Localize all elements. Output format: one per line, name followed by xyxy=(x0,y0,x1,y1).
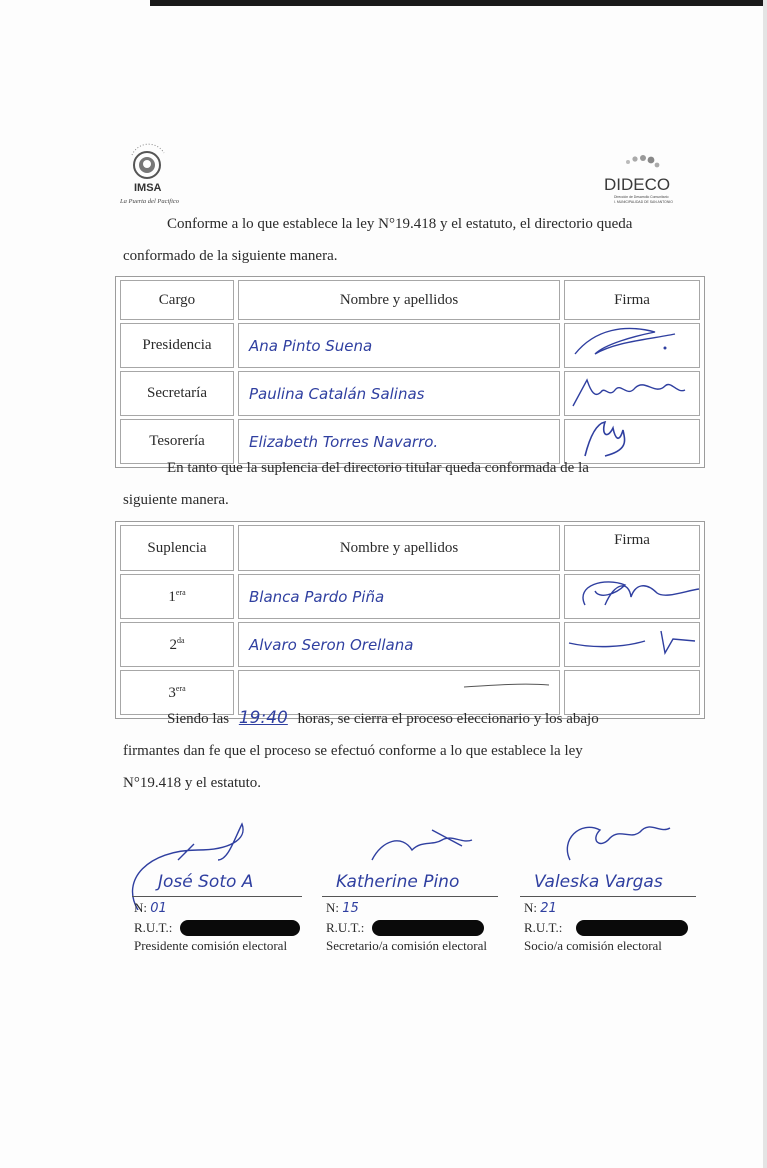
intro-paragraph xyxy=(123,208,685,272)
intro-line-1: Conforme a lo que establece la ley N°19.418 y el estatuto, el directorio queda xyxy=(167,216,633,232)
suplencia-intro-line-2: siguiente manera. xyxy=(123,492,229,508)
orden-number: 2 xyxy=(169,636,177,653)
cargo-label: Secretario/a comisión electoral xyxy=(326,938,487,953)
closing-time: 19:40 xyxy=(238,708,288,728)
scan-edge-right xyxy=(763,0,767,1168)
n-label: N: 01 xyxy=(134,900,167,916)
suplencia-intro-line-1: En tanto que la suplencia del directorio titular queda conformada de la xyxy=(167,460,589,476)
intro-line-2: conformado de la siguiente manera. xyxy=(123,248,338,264)
signature-line xyxy=(520,896,696,897)
suplencia-intro-paragraph xyxy=(123,452,685,516)
directorio-header-row xyxy=(120,280,700,320)
signature-line xyxy=(322,896,498,897)
dideco-logo-sub1: Dirección de Desarrollo Comunitario xyxy=(614,195,669,199)
dideco-logo-sub2: I. MUNICIPALIDAD DE SAN ANTONIO xyxy=(614,200,673,204)
signature-drawing xyxy=(565,324,699,362)
orden-cell xyxy=(120,574,234,619)
cargo-cell: Secretaría xyxy=(120,371,234,416)
scan-edge-top xyxy=(150,0,767,6)
closing-line-1 xyxy=(123,702,685,735)
dideco-logo xyxy=(590,150,680,210)
signature-drawing xyxy=(565,372,699,410)
orden-number: 1 xyxy=(168,588,176,605)
header-firma: Firma xyxy=(564,525,700,571)
orden-cell xyxy=(120,622,234,667)
signer-name: Katherine Pino xyxy=(336,872,460,892)
signature-cell xyxy=(564,574,700,619)
rut-label: R.U.T.: xyxy=(524,920,563,935)
cargo-cell: Tesorería xyxy=(120,419,234,464)
redaction-bar xyxy=(180,920,300,936)
n-label: N: 15 xyxy=(326,900,359,916)
signature-cell xyxy=(564,323,700,368)
handwritten-name: Ana Pinto Suena xyxy=(238,323,560,368)
redaction-bar xyxy=(372,920,484,936)
cargo-label: Presidente comisión electoral xyxy=(134,938,288,953)
signature-cell xyxy=(564,371,700,416)
orden-number: 3 xyxy=(168,684,176,701)
closing-pre: Siendo las xyxy=(167,711,230,727)
cargo-cell: Presidencia xyxy=(120,323,234,368)
rut-label: R.U.T.: xyxy=(326,920,365,935)
table-row xyxy=(120,574,700,619)
imsa-logo-name: IMSA xyxy=(134,182,162,194)
rut-label: R.U.T.: xyxy=(134,920,173,935)
imsa-logo xyxy=(120,143,210,207)
table-row xyxy=(120,323,700,368)
signer-name: José Soto A xyxy=(158,872,254,892)
closing-line-3: N°19.418 y el estatuto. xyxy=(123,775,262,791)
handwritten-name: Elizabeth Torres Navarro. xyxy=(238,419,560,464)
header-firma: Firma xyxy=(564,280,700,320)
signature-line xyxy=(132,896,302,897)
suplencia-table xyxy=(115,521,705,719)
orden-suffix: era xyxy=(175,587,186,597)
signature-drawing xyxy=(565,623,699,661)
handwritten-name: Alvaro Seron Orellana xyxy=(238,622,560,667)
handwritten-name: Paulina Catalán Salinas xyxy=(238,371,560,416)
n-label: N: 21 xyxy=(524,900,557,916)
signature-cell xyxy=(564,622,700,667)
closing-paragraph xyxy=(123,702,685,799)
redaction-bar xyxy=(576,920,688,936)
orden-suffix: era xyxy=(175,683,186,693)
suplencia-header-row xyxy=(120,525,700,571)
closing-post: horas, se cierra el proceso eleccionario y los abajo xyxy=(297,711,599,727)
cargo-label: Socio/a comisión electoral xyxy=(524,938,662,953)
directorio-table xyxy=(115,276,705,468)
table-row xyxy=(120,622,700,667)
signer-name: Valeska Vargas xyxy=(534,872,663,892)
header-nombre: Nombre y apellidos xyxy=(238,525,560,571)
handwritten-name: Blanca Pardo Piña xyxy=(238,574,560,619)
header-suplencia: Suplencia xyxy=(120,525,234,571)
table-row xyxy=(120,371,700,416)
orden-suffix: da xyxy=(176,635,185,645)
header-cargo: Cargo xyxy=(120,280,234,320)
imsa-logo-motto: La Puerta del Pacifico xyxy=(120,198,180,205)
signature-drawing xyxy=(565,575,699,613)
closing-line-2: firmantes dan fe que el proceso se efectuó conforme a lo que establece la ley xyxy=(123,743,583,759)
header-nombre: Nombre y apellidos xyxy=(238,280,560,320)
dideco-logo-name: DIDECO xyxy=(604,175,671,194)
